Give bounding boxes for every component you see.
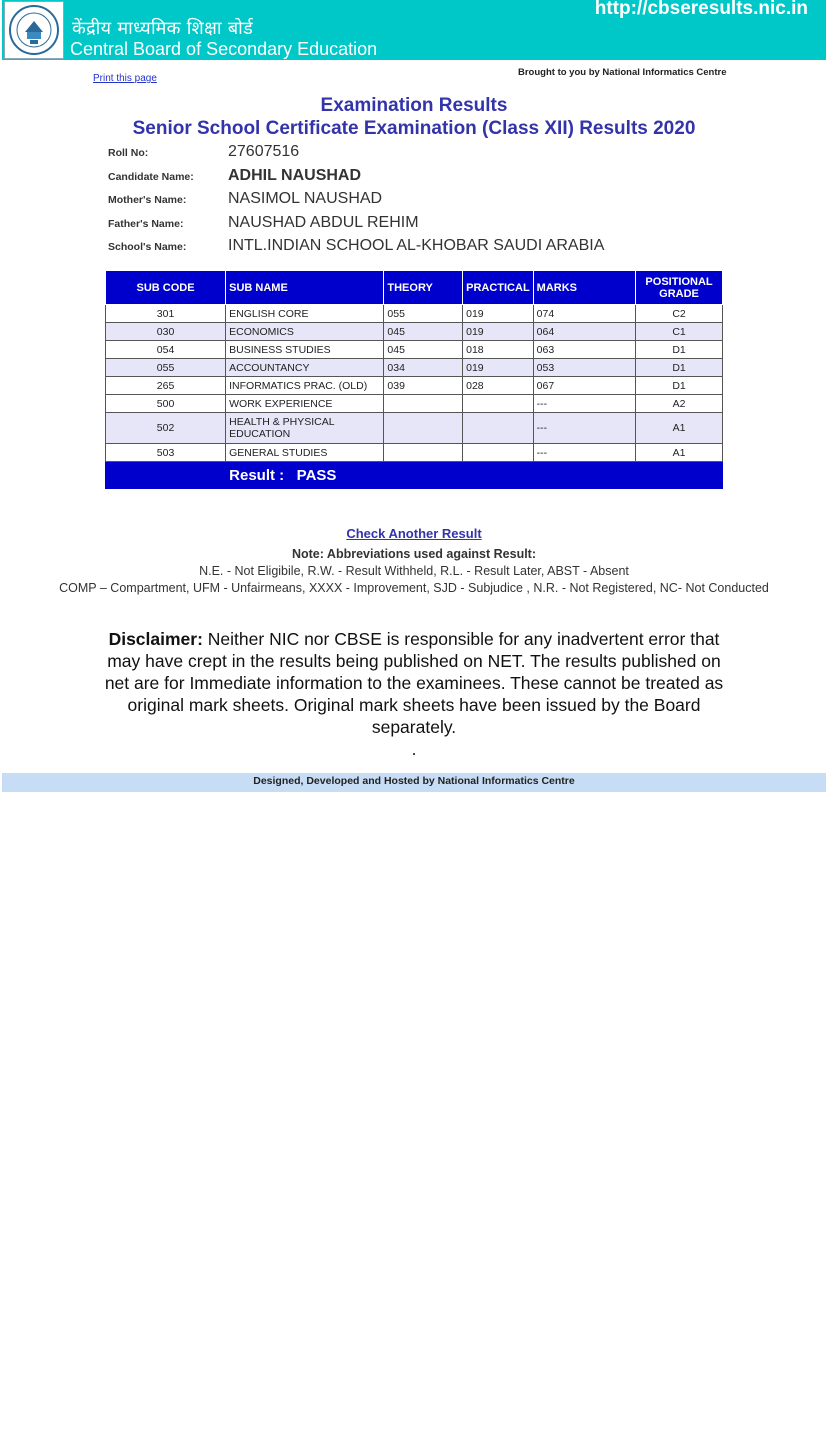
- table-row: [106, 305, 723, 323]
- note-title: Note: Abbreviations used against Result:: [291, 547, 537, 561]
- sub-code: 055: [106, 359, 226, 377]
- header-sub-code: SUB CODE: [106, 271, 226, 305]
- grade: A1: [636, 413, 723, 444]
- page-title: Examination Results: [320, 95, 508, 116]
- nic-credit: Brought to you by National Informatics Centre: [518, 67, 727, 78]
- result-cell: [226, 462, 723, 489]
- disclaimer-dot: .: [411, 739, 417, 759]
- school-name-value: INTL.INDIAN SCHOOL AL-KHOBAR SAUDI ARABIA: [228, 237, 605, 254]
- sub-name: INFORMATICS PRAC. (OLD): [226, 377, 384, 395]
- board-name-hindi: केंद्रीय माध्यमिक शिक्षा बोर्ड: [72, 18, 254, 39]
- sub-name: HEALTH & PHYSICAL EDUCATION: [226, 413, 384, 444]
- header-positional-grade: POSITIONAL GRADE: [636, 271, 723, 305]
- candidate-name-label: Candidate Name:: [108, 170, 194, 183]
- theory: [384, 444, 463, 462]
- sub-name: ACCOUNTANCY: [226, 359, 384, 377]
- grade: A2: [636, 395, 723, 413]
- sub-code: 030: [106, 323, 226, 341]
- marks: 063: [533, 341, 635, 359]
- theory: 034: [384, 359, 463, 377]
- sub-name: ENGLISH CORE: [226, 305, 384, 323]
- header-banner: [2, 0, 826, 60]
- mother-name-row: [108, 189, 748, 213]
- header-theory: THEORY: [384, 271, 463, 305]
- candidate-name-row: [108, 166, 748, 190]
- table-row: [106, 323, 723, 341]
- grade: D1: [636, 359, 723, 377]
- sub-name: BUSINESS STUDIES: [226, 341, 384, 359]
- marks: 067: [533, 377, 635, 395]
- disclaimer-label: Disclaimer:: [108, 629, 203, 649]
- sub-code: 502: [106, 413, 226, 444]
- site-url[interactable]: http://cbseresults.nic.in: [594, 0, 808, 19]
- marks: ---: [533, 395, 635, 413]
- result-row: [106, 462, 723, 489]
- sub-name: ECONOMICS: [226, 323, 384, 341]
- print-page-link[interactable]: Print this page: [93, 73, 157, 84]
- exam-title: Senior School Certificate Examination (Class XII) Results 2020: [132, 118, 696, 139]
- footer: Designed, Developed and Hosted by National Informatics Centre: [2, 773, 826, 792]
- theory: 045: [384, 323, 463, 341]
- sub-code: 503: [106, 444, 226, 462]
- grade: C2: [636, 305, 723, 323]
- marks: 064: [533, 323, 635, 341]
- result-label: Result :: [229, 466, 285, 484]
- grade: A1: [636, 444, 723, 462]
- header-marks: MARKS: [533, 271, 635, 305]
- practical: 019: [463, 359, 534, 377]
- father-name-value: NAUSHAD ABDUL REHIM: [228, 213, 419, 231]
- roll-value: 27607516: [228, 143, 300, 160]
- result-spacer: [106, 462, 226, 489]
- mother-name-value: NASIMOL NAUSHAD: [228, 190, 383, 207]
- practical: 019: [463, 323, 534, 341]
- grade: C1: [636, 323, 723, 341]
- grade: D1: [636, 341, 723, 359]
- school-name-label: School's Name:: [108, 241, 187, 253]
- practical: 019: [463, 305, 534, 323]
- table-row: [106, 395, 723, 413]
- note-line-1: N.E. - Not Eligibile, R.W. - Result Withheld, R.L. - Result Later, ABST - Absent: [199, 564, 629, 578]
- school-name-row: [108, 236, 748, 260]
- marks-table: [105, 270, 723, 489]
- table-row: [106, 341, 723, 359]
- father-name-row: [108, 213, 748, 237]
- result-value: PASS: [296, 466, 337, 484]
- mother-name-label: Mother's Name:: [108, 194, 187, 206]
- practical: 018: [463, 341, 534, 359]
- grade: D1: [636, 377, 723, 395]
- marks: ---: [533, 413, 635, 444]
- practical: 028: [463, 377, 534, 395]
- sub-code: 500: [106, 395, 226, 413]
- sub-name: WORK EXPERIENCE: [226, 395, 384, 413]
- table-row: [106, 413, 723, 444]
- marks: ---: [533, 444, 635, 462]
- roll-label: Roll No:: [108, 147, 149, 159]
- roll-row: [108, 142, 748, 166]
- theory: [384, 395, 463, 413]
- check-another-result-link[interactable]: Check Another Result: [346, 526, 482, 541]
- theory: 045: [384, 341, 463, 359]
- table-row: [106, 359, 723, 377]
- candidate-name-value: ADHIL NAUSHAD: [228, 166, 362, 184]
- sub-code: 054: [106, 341, 226, 359]
- practical: [463, 395, 534, 413]
- cbse-logo-icon: [4, 1, 64, 59]
- header-practical: PRACTICAL: [463, 271, 534, 305]
- father-name-label: Father's Name:: [108, 217, 184, 230]
- disclaimer-text: Neither NIC nor CBSE is responsible for any inadvertent error that may have crept in the results being published on NET. The results published on net are for Immediate information to the examinees. These cannot be treated as original mark sheets. Original mark sheets have been issued by the Board separately.: [104, 629, 724, 737]
- candidate-info: [108, 142, 748, 260]
- practical: [463, 444, 534, 462]
- sub-name: GENERAL STUDIES: [226, 444, 384, 462]
- theory: [384, 413, 463, 444]
- table-header-row: [106, 271, 723, 305]
- table-row: [106, 377, 723, 395]
- theory: 039: [384, 377, 463, 395]
- table-row: [106, 444, 723, 462]
- practical: [463, 413, 534, 444]
- sub-code: 301: [106, 305, 226, 323]
- note-line-2: COMP – Compartment, UFM - Unfairmeans, XXXX - Improvement, SJD - Subjudice , N.R. - Not Registered, NC- Not Conducted: [59, 581, 769, 595]
- theory: 055: [384, 305, 463, 323]
- disclaimer: [100, 628, 728, 760]
- sub-code: 265: [106, 377, 226, 395]
- marks: 053: [533, 359, 635, 377]
- board-name-english: Central Board of Secondary Education: [70, 39, 378, 59]
- marks: 074: [533, 305, 635, 323]
- header-sub-name: SUB NAME: [226, 271, 384, 305]
